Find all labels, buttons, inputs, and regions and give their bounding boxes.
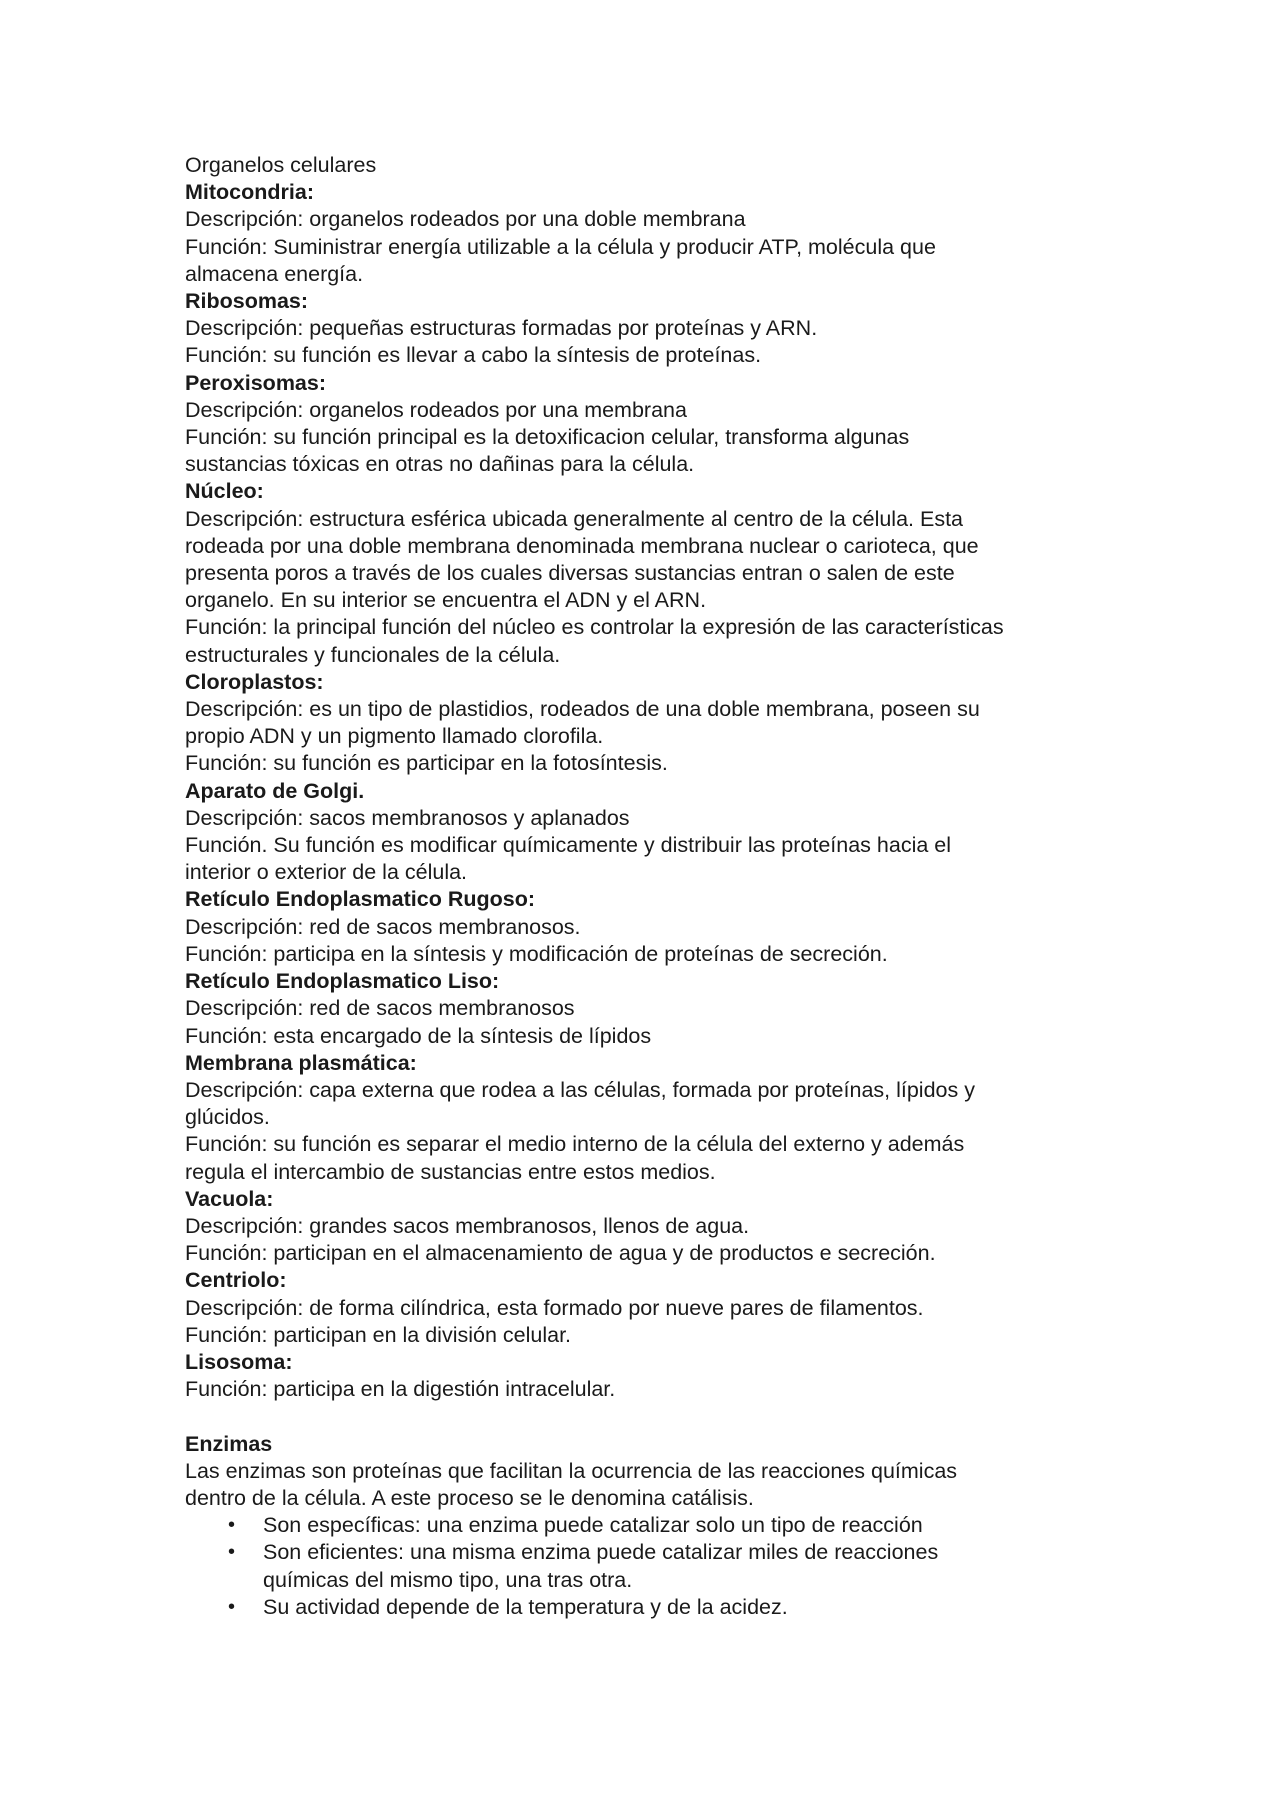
section-heading: Núcleo: (185, 479, 264, 504)
section-heading: Ribosomas: (185, 289, 309, 314)
bullet-icon: • (228, 1514, 236, 1537)
enzimas-bullet-list (185, 1512, 1115, 1621)
section-line: Descripción: es un tipo de plastidios, rodeados de una doble membrana, poseen su (185, 697, 980, 722)
section-peroxisomas (185, 370, 1115, 479)
list-item (185, 1512, 1023, 1539)
section-heading: Enzimas (185, 1431, 273, 1456)
document-title: Organelos celulares (185, 153, 377, 177)
blank-line (185, 1403, 1115, 1430)
section-line: Descripción: sacos membranosos y aplanados (185, 805, 630, 830)
section-line: Función: participan en la división celular. (185, 1322, 572, 1347)
section-line: Descripción: estructura esférica ubicada generalmente al centro de la célula. Esta (185, 506, 963, 531)
section-line: Las enzimas son proteínas que facilitan la ocurrencia de las reacciones químicas (185, 1458, 958, 1483)
section-vacuola (185, 1186, 1115, 1268)
section-heading: Retículo Endoplasmatico Rugoso: (185, 887, 535, 912)
section-line: Descripción: pequeñas estructuras formadas por proteínas y ARN. (185, 316, 818, 341)
section-line: Función: Suministrar energía utilizable a la célula y producir ATP, molécula que (185, 234, 936, 259)
section-line: Función: su función es participar en la fotosíntesis. (185, 751, 668, 776)
section-line: estructurales y funcionales de la célula. (185, 642, 561, 667)
list-item-text: Son eficientes: una misma enzima puede catalizar miles de reacciones químicas del mismo tipo, una tras otra. (263, 1540, 939, 1592)
section-line: dentro de la célula. A este proceso se le denomina catálisis. (185, 1485, 754, 1510)
section-line: Descripción: red de sacos membranosos. (185, 914, 581, 939)
section-line: Función: su función es llevar a cabo la síntesis de proteínas. (185, 343, 762, 368)
section-line: Función: la principal función del núcleo es controlar la expresión de las características (185, 615, 1004, 640)
section-enzimas (185, 1431, 1115, 1621)
document-page (185, 152, 1115, 1621)
section-line: Descripción: grandes sacos membranosos, llenos de agua. (185, 1213, 750, 1238)
list-item-text: Su actividad depende de la temperatura y de la acidez. (263, 1594, 788, 1619)
section-reticulo-liso (185, 968, 1115, 1050)
section-heading: Centriolo: (185, 1268, 287, 1293)
section-aparato-de-golgi (185, 778, 1115, 887)
list-item (185, 1539, 1023, 1593)
section-line: propio ADN y un pigmento llamado clorofila. (185, 724, 604, 749)
section-line: regula el intercambio de sustancias entre estos medios. (185, 1159, 716, 1184)
section-line: Descripción: de forma cilíndrica, esta formado por nueve pares de filamentos. (185, 1295, 924, 1320)
section-line: Función: participan en el almacenamiento de agua y de productos e secreción. (185, 1241, 936, 1266)
section-heading: Vacuola: (185, 1186, 274, 1211)
section-membrana-plasmatica (185, 1050, 1115, 1186)
list-item (185, 1594, 1023, 1621)
section-line: Descripción: organelos rodeados por una doble membrana (185, 207, 746, 232)
section-heading: Aparato de Golgi. (185, 778, 365, 803)
section-heading: Mitocondria: (185, 180, 314, 205)
section-line: almacena energía. (185, 261, 364, 286)
section-centriolo (185, 1267, 1115, 1349)
bullet-icon: • (228, 1595, 236, 1618)
section-line: sustancias tóxicas en otras no dañinas para la célula. (185, 452, 695, 477)
section-heading: Retículo Endoplasmatico Liso: (185, 969, 500, 994)
section-line: glúcidos. (185, 1105, 270, 1130)
section-line: Descripción: capa externa que rodea a las células, formada por proteínas, lípidos y (185, 1077, 975, 1102)
section-heading: Cloroplastos: (185, 669, 324, 694)
section-reticulo-rugoso (185, 886, 1115, 968)
section-line: Función: su función principal es la detoxificacion celular, transforma algunas (185, 425, 910, 450)
section-line: rodeada por una doble membrana denominada membrana nuclear o carioteca, que (185, 533, 979, 558)
bullet-icon: • (228, 1541, 236, 1564)
list-item-text: Son específicas: una enzima puede catalizar solo un tipo de reacción (263, 1513, 923, 1538)
section-cloroplastos (185, 669, 1115, 778)
section-heading: Membrana plasmática: (185, 1050, 417, 1075)
section-line: Función: participa en la síntesis y modificación de proteínas de secreción. (185, 941, 888, 966)
section-nucleo (185, 478, 1115, 668)
section-line: Función: su función es separar el medio interno de la célula del externo y además (185, 1132, 965, 1157)
section-line: Función. Su función es modificar químicamente y distribuir las proteínas hacia el (185, 833, 952, 858)
section-line: presenta poros a través de los cuales diversas sustancias entran o salen de este (185, 561, 955, 586)
section-line: interior o exterior de la célula. (185, 860, 468, 885)
section-heading: Lisosoma: (185, 1349, 293, 1374)
section-line: Descripción: organelos rodeados por una membrana (185, 397, 687, 422)
section-line: organelo. En su interior se encuentra el ADN y el ARN. (185, 588, 707, 613)
section-mitocondria (185, 179, 1115, 288)
section-ribosomas (185, 288, 1115, 370)
section-line: Función: esta encargado de la síntesis de lípidos (185, 1023, 652, 1048)
section-line: Descripción: red de sacos membranosos (185, 996, 575, 1021)
section-heading: Peroxisomas: (185, 370, 327, 395)
section-line: Función: participa en la digestión intracelular. (185, 1377, 616, 1402)
section-lisosoma (185, 1349, 1115, 1403)
